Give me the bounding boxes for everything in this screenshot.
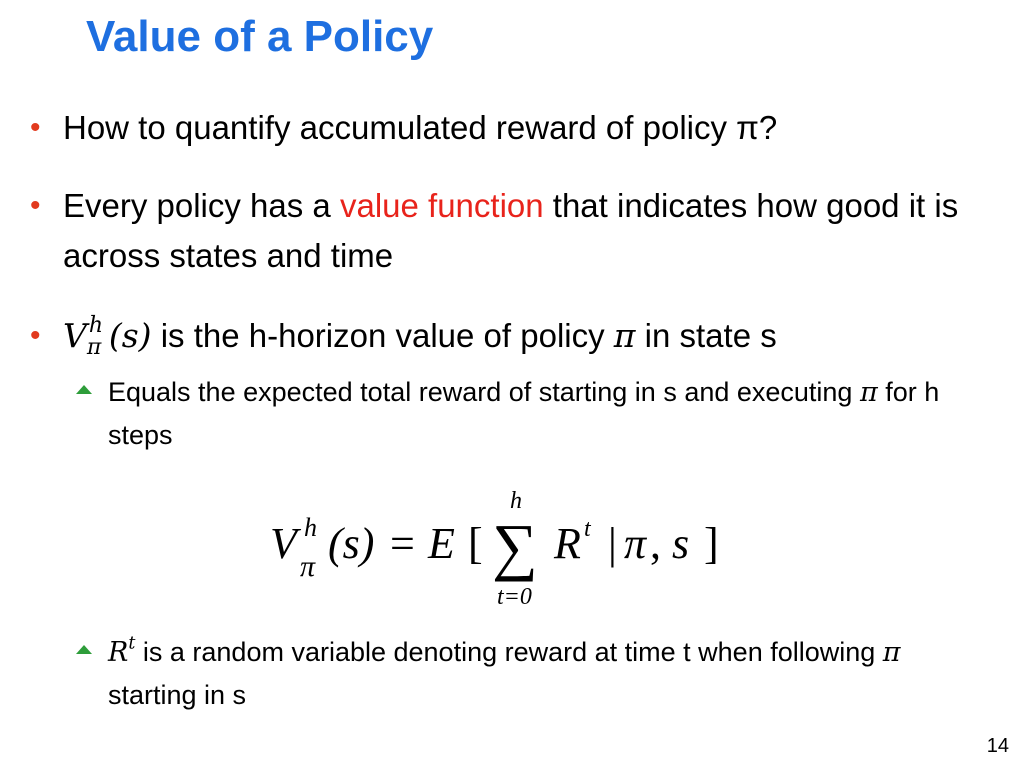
bullet-dot: • [30,189,41,222]
formula-sum-lower: t=0 [497,584,532,610]
formula-sub-pi: π [300,550,316,583]
formula-comma: , [650,519,661,568]
bullet-3-text-end: in state s [635,317,777,354]
math-h: h [88,313,104,338]
math-t: t [128,633,136,654]
math-scripts [86,313,109,360]
formula-V: V [270,519,297,568]
math-pi: π [86,335,102,360]
formula-R: R [554,519,581,568]
formula-s: s [672,519,690,568]
value-function-formula [270,480,740,610]
math-V: V [63,316,87,355]
bullet-3-text [63,311,993,361]
formula-right-bracket: ] [704,519,719,568]
formula-sup-t: t [584,516,591,542]
bullet-dot: • [30,111,41,144]
sub-bullet-1-text-before: Equals the expected total reward of starting in s and executing [108,377,860,407]
formula-pi: π [624,519,647,568]
sub-bullet-2-text-before: is a random variable denoting reward at time t when following [135,637,883,667]
sub-bullet-2-text-after: starting in s [108,680,247,710]
formula-sum-upper: h [510,488,522,514]
triangle-bullet-icon [76,645,92,654]
triangle-bullet-icon [76,385,92,394]
sub-bullet-1-text-after: for h steps [108,377,940,450]
math-pi-inline: π [613,316,636,355]
formula-left-bracket: [ [468,519,483,568]
bullet-2-text-before: Every policy has a [63,187,340,224]
slide-title: Value of a Policy [86,12,434,61]
value-function-highlight: value function [339,187,544,224]
bullet-2-text-after: that indicates how good it is across states and time [63,187,959,274]
formula-sup-h: h [304,513,317,542]
bullet-1-text: How to quantify accumulated reward of policy π? [63,109,778,146]
sub-bullet-2-text [108,631,968,716]
bullet-3-text-mid: is the h-horizon value of policy [151,317,614,354]
math-s-arg: (s) [108,316,152,355]
math-pi-inline: π [859,377,878,408]
math-R: R [108,637,129,668]
formula-arg: (s) [328,519,375,568]
bullet-dot: • [30,319,41,352]
math-pi-inline: π [882,637,901,668]
sub-bullet-1-text [108,371,968,456]
formula-sigma: ∑ [492,511,538,582]
formula-E: E [428,519,455,568]
formula-equals: = [390,519,415,568]
bullet-2-text [63,181,993,281]
formula-bar: | [608,519,617,568]
page-number: 14 [986,735,1009,757]
